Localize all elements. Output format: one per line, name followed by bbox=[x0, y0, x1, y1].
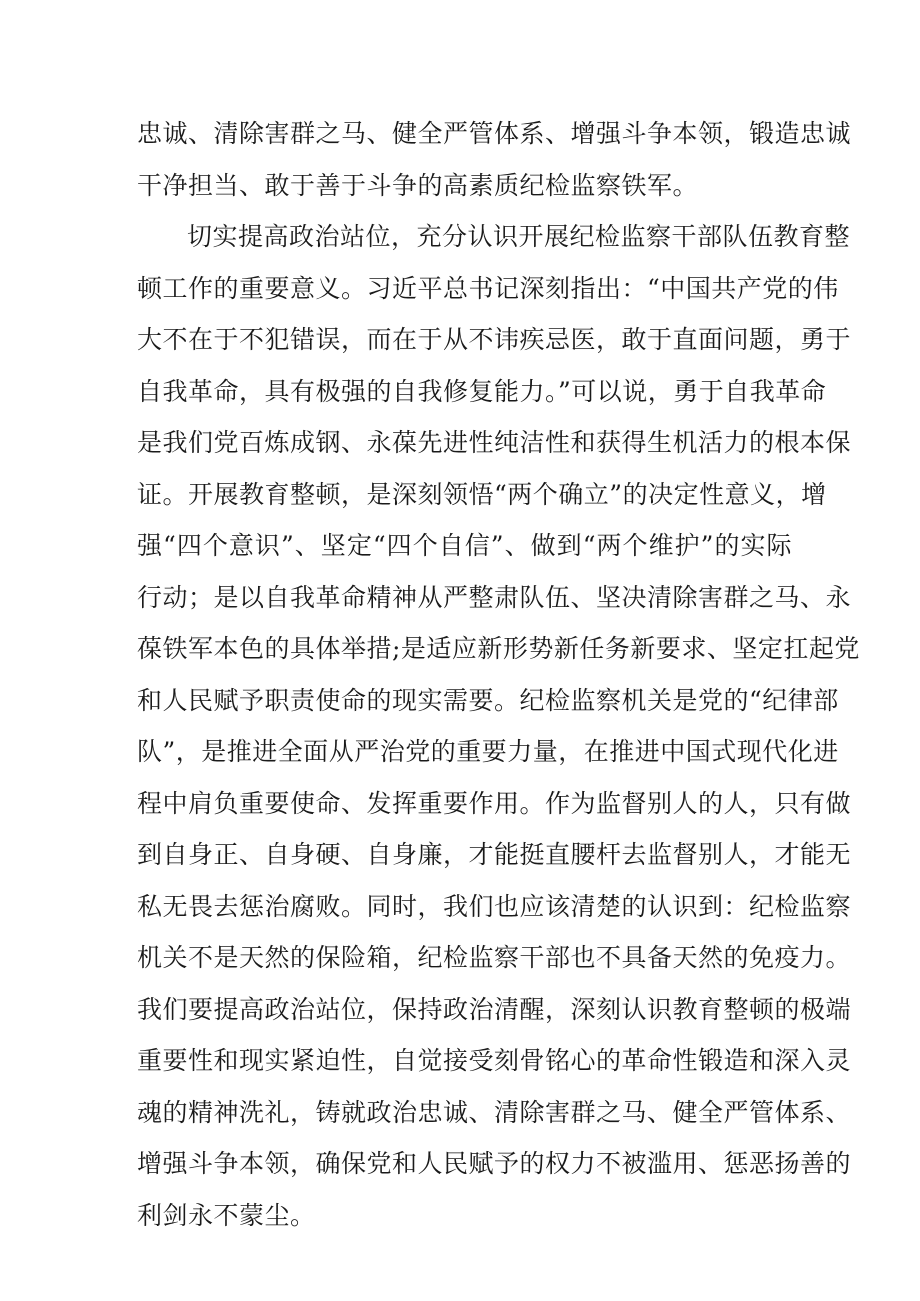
text-line: 重要性和现实紧迫性，自觉接受刻骨铭心的革命性锻造和深入灵 bbox=[137, 1046, 852, 1075]
text-line: 魂的精神洗礼，铸就政治忠诚、清除害群之马、健全严管体系、 bbox=[137, 1097, 852, 1127]
text-line: 强“四个意识”、坚定“四个自信”、做到“两个维护”的实际 bbox=[137, 531, 792, 560]
text-line: 干净担当、敢于善于斗争的高素质纪检监察铁军。 bbox=[137, 170, 699, 200]
text-line: 顿工作的重要意义。习近平总书记深刻指出：“中国共产党的伟 bbox=[137, 273, 839, 303]
text-line: 切实提高政治站位，充分认识开展纪检监察干部队伍教育整 bbox=[187, 222, 851, 251]
paragraph-1 bbox=[137, 108, 852, 211]
text-line: 到自身正、自身硬、自身廉，才能挺直腰杆去监督别人，才能无 bbox=[137, 840, 852, 869]
paragraph-2 bbox=[137, 211, 860, 1241]
text-line: 机关不是天然的保险箱，纪检监察干部也不具备天然的免疫力。 bbox=[137, 943, 852, 972]
text-line: 和人民赋予职责使命的现实需要。纪检监察机关是党的“纪律部 bbox=[137, 685, 839, 715]
text-line: 行动；是以自我革命精神从严整肃队伍、坚决清除害群之马、永 bbox=[137, 582, 852, 612]
text-line: 大不在于不犯错误，而在于从不讳疾忌医，敢于直面问题，勇于 bbox=[137, 325, 852, 354]
text-line: 程中肩负重要使命、发挥重要作用。作为监督别人的人，只有做 bbox=[137, 788, 852, 818]
text-line: 葆铁军本色的具体举措;是适应新形势新任务新要求、坚定扛起党 bbox=[137, 634, 860, 663]
text-line: 队”，是推进全面从严治党的重要力量，在推进中国式现代化进 bbox=[137, 737, 839, 766]
text-line: 我们要提高政治站位，保持政治清醒，深刻认识教育整顿的极端 bbox=[137, 994, 852, 1024]
text-line: 忠诚、清除害群之马、健全严管体系、增强斗争本领，锻造忠诚 bbox=[137, 119, 852, 148]
text-line: 增强斗争本领，确保党和人民赋予的权力不被滥用、惩恶扬善的 bbox=[137, 1149, 852, 1178]
document-body bbox=[137, 108, 860, 1241]
text-line: 私无畏去惩治腐败。同时，我们也应该清楚的认识到：纪检监察 bbox=[137, 891, 852, 921]
text-line: 证。开展教育整顿，是深刻领悟“两个确立”的决定性意义，增 bbox=[137, 479, 827, 509]
text-line: 利剑永不蒙尘。 bbox=[137, 1200, 316, 1230]
text-line: 是我们党百炼成钢、永葆先进性纯洁性和获得生机活力的根本保 bbox=[137, 428, 852, 457]
text-line: 自我革命，具有极强的自我修复能力。”可以说，勇于自我革命 bbox=[137, 376, 827, 406]
